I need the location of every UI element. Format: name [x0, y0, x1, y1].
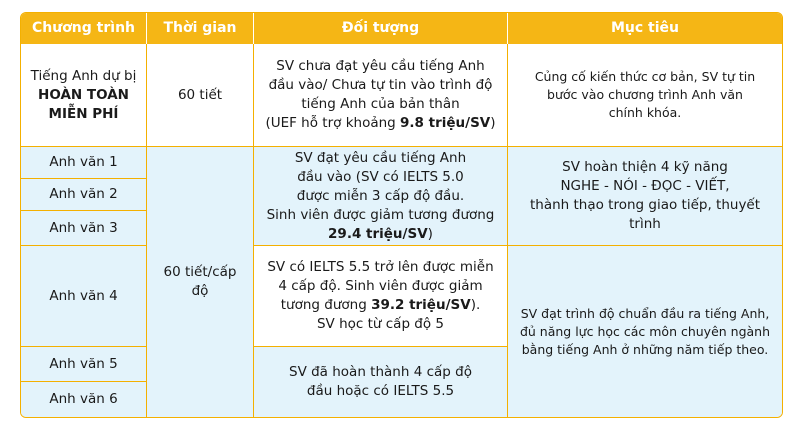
target-a-line2: đầu vào (SV có IELTS 5.0	[297, 168, 464, 185]
goal-b-line3: bằng tiếng Anh ở những năm tiếp theo.	[521, 341, 769, 357]
prep-target-cell	[254, 44, 508, 147]
level-name: Anh văn 2	[49, 186, 118, 202]
prep-target-line3: tiếng Anh của bản thân	[301, 96, 460, 112]
target-b-line2: 4 cấp độ. Sinh viên được giảm	[278, 278, 483, 294]
level-cell-6	[21, 382, 147, 417]
level-name: Anh văn 3	[49, 219, 118, 236]
prep-goal-line3: chính khóa.	[608, 105, 682, 120]
prep-target-line1: SV chưa đạt yêu cầu tiếng Anh	[276, 58, 485, 74]
prep-free-line2: MIỄN PHÍ	[48, 105, 119, 122]
level-name: Anh văn 5	[49, 355, 118, 372]
prep-goal-cell	[508, 44, 782, 147]
levels-time: 60 tiết/cấp độ	[163, 264, 237, 299]
prep-free-line1: HOÀN TOÀN	[38, 86, 129, 103]
level-name: Anh văn 1	[49, 154, 118, 170]
prep-time-cell	[147, 44, 254, 147]
goal-b-line2: đủ năng lực học các môn chuyên ngành	[519, 323, 771, 339]
target-c-line2: đầu hoặc có IELTS 5.5	[306, 383, 455, 399]
prep-program-cell	[21, 44, 147, 147]
goal-b-line1: SV đạt trình độ chuẩn đầu ra tiếng Anh,	[520, 305, 770, 321]
target-c-line1: SV đã hoàn thành 4 cấp độ	[289, 364, 472, 380]
level-name: Anh văn 6	[49, 391, 118, 407]
goal-b-cell	[508, 246, 782, 417]
target-b-amount: 39.2 triệu/SV	[371, 297, 471, 313]
header-goal: Mục tiêu	[508, 13, 782, 44]
level-cell-2	[21, 179, 147, 211]
goal-a-line3: thành thạo trong giao tiếp, thuyết trình	[529, 197, 761, 232]
levels-time-cell	[147, 147, 254, 417]
level-cell-4	[21, 246, 147, 347]
target-b-line3: tương đương 39.2 triệu/SV).	[280, 297, 481, 313]
target-a-cell	[254, 147, 508, 246]
goal-a-cell	[508, 147, 782, 246]
level-cell-5	[21, 347, 147, 382]
prep-target-line2: đầu vào/ Chưa tự tin vào trình độ	[268, 77, 493, 93]
target-a-line3: được miễn 3 cấp độ đầu.	[296, 187, 465, 204]
prep-goal-line2: bước vào chương trình Anh văn	[547, 87, 743, 102]
level-name: Anh văn 4	[49, 287, 118, 304]
program-table	[20, 12, 783, 418]
level-cell-3	[21, 211, 147, 246]
prep-name: Tiếng Anh dự bị	[30, 67, 137, 84]
target-b-line4: SV học từ cấp độ 5	[316, 316, 445, 332]
prep-support-amount: 9.8 triệu/SV	[400, 115, 491, 131]
goal-a-line1: SV hoàn thiện 4 kỹ năng	[562, 159, 728, 175]
header-time: Thời gian	[147, 13, 254, 44]
header-program: Chương trình	[21, 13, 147, 44]
target-a-line1: SV đạt yêu cầu tiếng Anh	[294, 149, 467, 166]
prep-time: 60 tiết	[177, 86, 223, 103]
target-c-cell	[254, 347, 508, 417]
prep-support: (UEF hỗ trợ khoảng 9.8 triệu/SV)	[265, 115, 496, 131]
level-cell-1	[21, 147, 147, 179]
target-b-line1: SV có IELTS 5.5 trở lên được miễn	[267, 259, 494, 275]
target-a-amount: 29.4 triệu/SV	[328, 225, 428, 242]
header-target: Đối tượng	[254, 13, 508, 44]
target-a-amount-line: 29.4 triệu/SV)	[328, 225, 433, 242]
target-a-line4: Sinh viên được giảm tương đương	[266, 206, 495, 223]
prep-goal-line1: Củng cố kiến thức cơ bản, SV tự tin	[534, 69, 756, 84]
target-b-cell	[254, 246, 508, 347]
goal-a-line2: NGHE - NÓI - ĐỌC - VIẾT,	[560, 178, 730, 194]
